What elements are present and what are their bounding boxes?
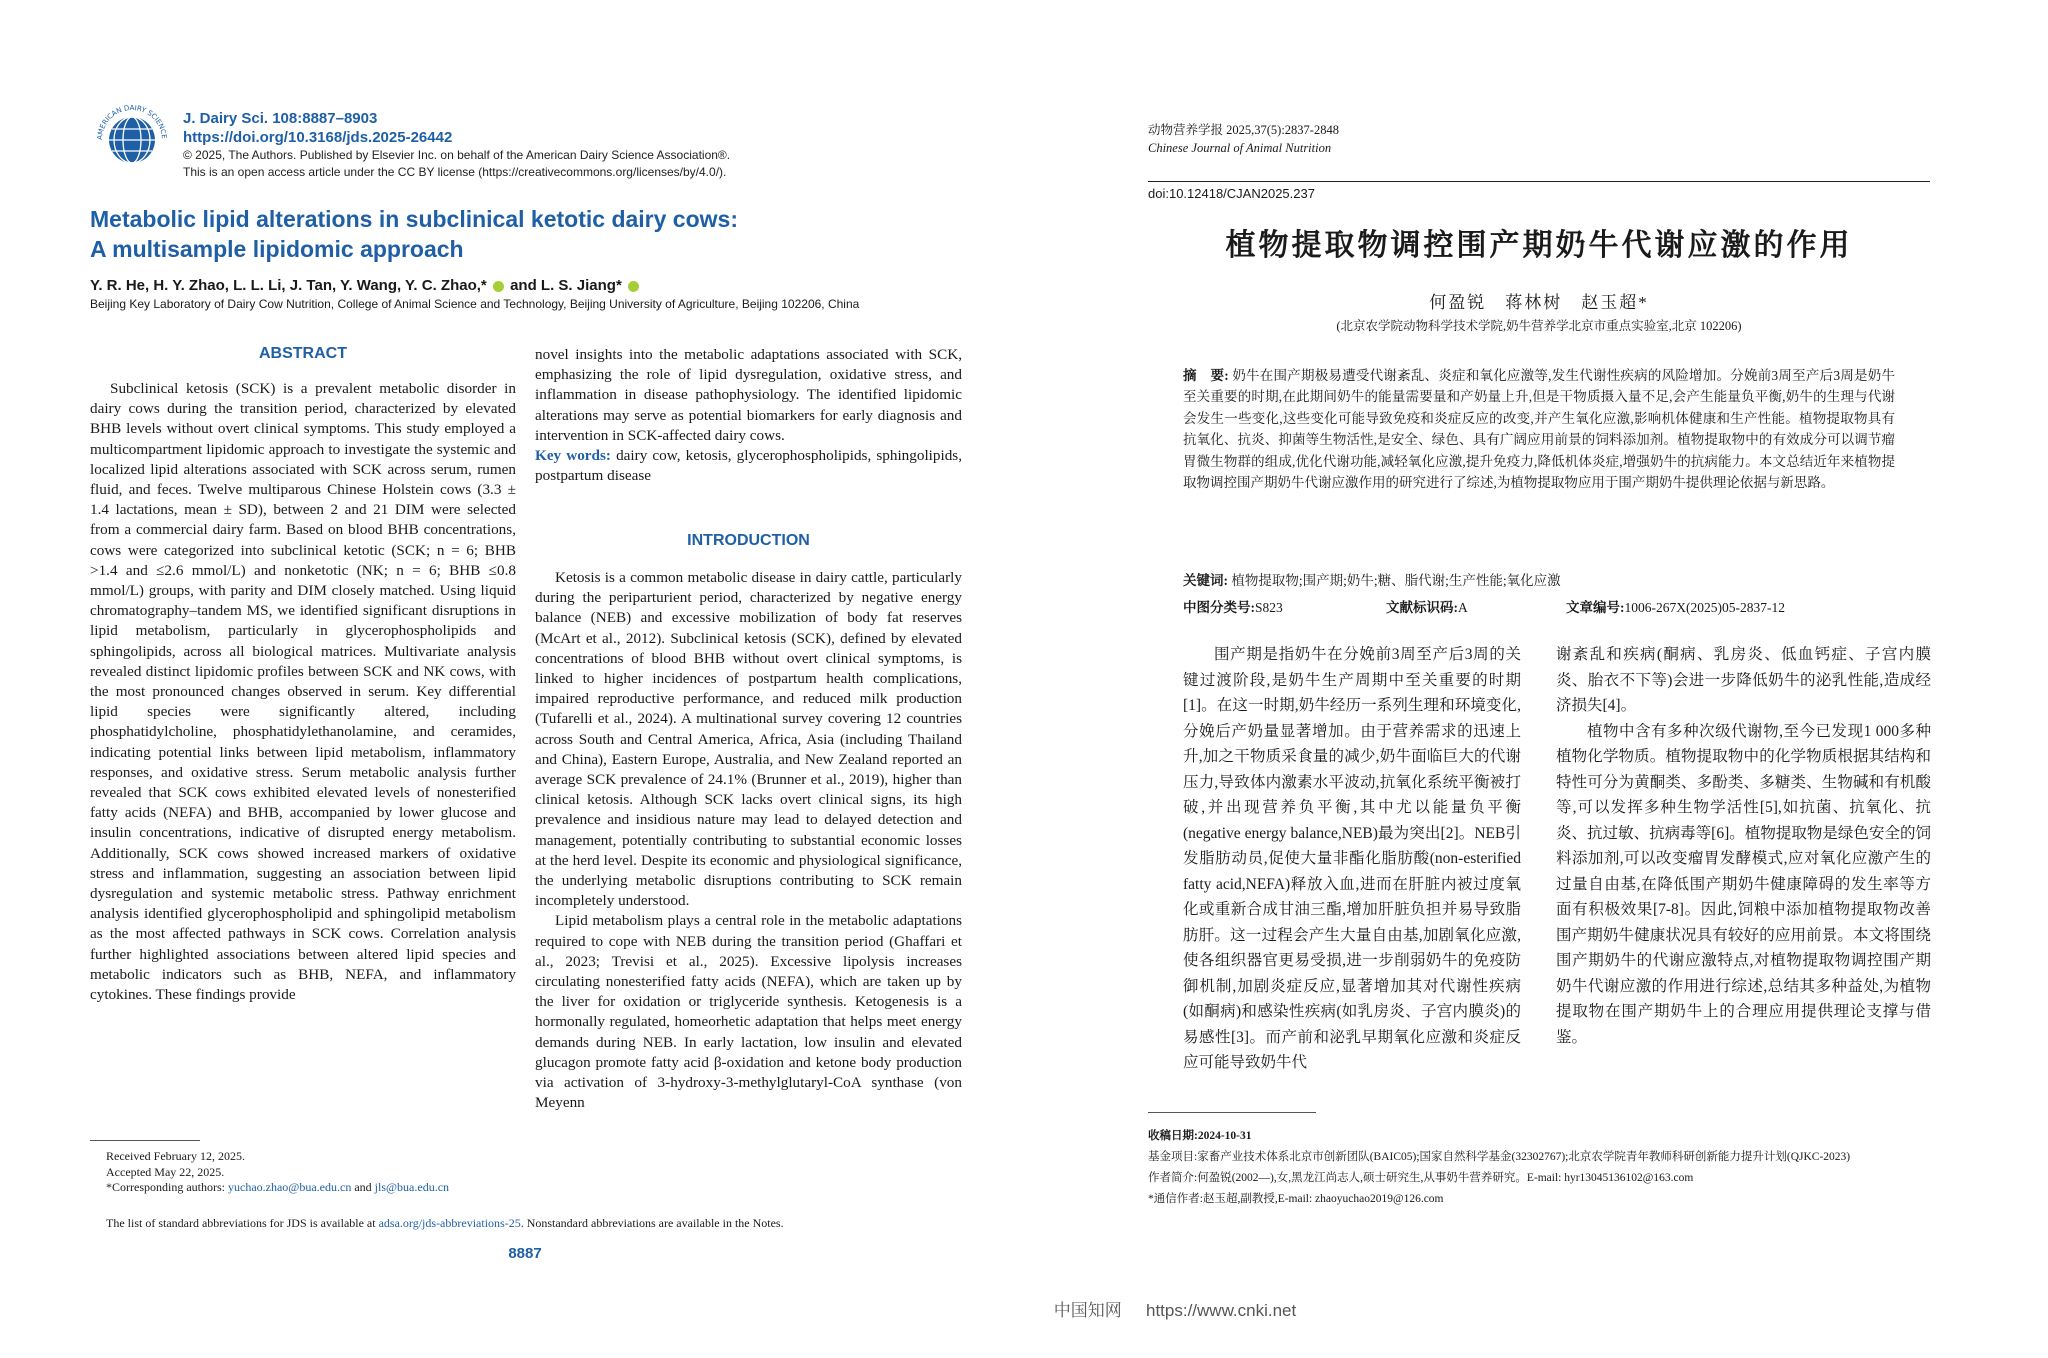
cn-article-title: 植物提取物调控围产期奶牛代谢应激的作用 — [1225, 228, 1853, 263]
introduction-column — [535, 568, 962, 1113]
cn-author-bio: 作者简介:何盈锐(2002—),女,黑龙江尚志人,硕士研究生,从事奶牛营养研究。E-mail: hyr13045136102@163.com — [1148, 1172, 1694, 1184]
adsa-logo — [92, 100, 172, 180]
abstract-column-1 — [90, 379, 516, 1005]
cn-authors: 何盈锐 蒋林树 赵玉超* — [1429, 293, 1649, 312]
page-number: 8887 — [508, 1245, 542, 1262]
keywords-label: Key words: — [535, 447, 611, 465]
cnki-url[interactable]: https://www.cnki.net — [1146, 1301, 1297, 1320]
cn-keywords-text: 植物提取物;围产期;奶牛;糖、脂代谢;生产性能;氧化应激 — [1231, 573, 1561, 588]
title-line-2: A multisample lipidomic approach — [90, 236, 464, 262]
jds-doi-link[interactable]: https://doi.org/10.3168/jds.2025-26442 — [183, 129, 453, 146]
cn-keywords — [1183, 569, 1895, 589]
license-line: This is an open access article under the CC BY license (https://creativecommons.org/licenses/by/4.0/). — [183, 165, 727, 179]
cnki-watermark — [900, 1296, 1450, 1321]
cn-class-number: 中图分类号:S823 — [1183, 600, 1283, 615]
keywords — [535, 446, 962, 486]
keywords-text: dairy cow, ketosis, glycerophospholipids, sphingolipids, postpartum disease — [535, 447, 962, 485]
abstract-text-2: novel insights into the metabolic adaptations associated with SCK, emphasizing the role of lipid dysregulation, oxidative stress, and inflammation in disease pathophysiology. The identified lipidomic alterations may serve as potential biomarkers for early diagnosis and intervention in SCK-affected dairy cows. — [535, 346, 962, 444]
intro-paragraph-2: Lipid metabolism plays a central role in the metabolic adaptations required to cope with NEB during the transition period (Ghaffari et al., 2023; Trevisi et al., 2025). Excessive lipolysis increases circulating nonesterified fatty acids (NEFA), which are taken up by the liver for oxidation or triglyceride synthesis. Ketogenesis is a hormonally regulated, homeorhetic adaptation that helps meet energy demands during NEB. In early lactation, low insulin and elevated glucagon promote fatty acid β-oxidation and ketone body production via activation of 3-hydroxy-3-methylglutaryl-CoA synthase (von Meyenn — [535, 912, 962, 1112]
article-title — [90, 204, 990, 264]
footnote-divider — [90, 1140, 200, 1141]
cnki-name: 中国知网 — [1053, 1301, 1122, 1320]
cn-doi[interactable]: doi:10.12418/CJAN2025.237 — [1148, 186, 1315, 201]
cn-body-column-1 — [1183, 642, 1521, 1076]
cn-funding: 基金项目:家畜产业技术体系北京市创新团队(BAIC05);国家自然科学基金(32302767);北京农学院青年教师科研创新能力提升计划(QJKC-2023) — [1148, 1151, 1851, 1163]
cn-journal-header — [1148, 121, 1748, 157]
cn-abstract-label: 摘 要: — [1183, 368, 1229, 383]
abstract-heading: ABSTRACT — [259, 345, 347, 362]
cn-received: 收稿日期:2024-10-31 — [1148, 1130, 1252, 1142]
abstract-column-2 — [535, 345, 962, 486]
title-line-1: Metabolic lipid alterations in subclinical ketotic dairy cows: — [90, 206, 738, 232]
abbreviation-note — [106, 1216, 1006, 1231]
abbrev-prefix: The list of standard abbreviations for JDS is available at — [106, 1216, 376, 1230]
author-list — [90, 277, 990, 294]
journal-header — [183, 109, 823, 181]
cn-journal-name: 动物营养学报 2025,37(5):2837-2848 — [1148, 123, 1339, 137]
received-date: Received February 12, 2025. — [106, 1149, 245, 1163]
affiliation: Beijing Key Laboratory of Dairy Cow Nutrition, College of Animal Science and Technology, Beijing University of Agriculture, Beijing 102206, China — [90, 297, 860, 311]
orcid-icon[interactable] — [493, 281, 504, 292]
cn-abstract — [1183, 365, 1895, 493]
cn-keywords-label: 关键词: — [1183, 573, 1228, 588]
cn-abstract-text: 奶牛在围产期极易遭受代谢紊乱、炎症和氧化应激等,发生代谢性疾病的风险增加。分娩前3周至产后3周是奶牛至关重要的时期,在此期间奶牛的能量需要量和产奶量上升,但是干物质摄入量不足,会产生能量负平衡,奶牛的生理与代谢会发生一些变化,这些变化可能导致免疫和炎症反应的改变,并产生氧化应激,影响机体健康和生产性能。植物提取物具有抗氧化、抗炎、抑菌等生物活性,是安全、绿色、具有广阔应用前景的饲料添加剂。植物提取物中的有效成分可以调节瘤胃微生物群的组成,优化代谢功能,减轻氧化应激,提升免疫力,降低机体炎症,增强奶牛的抗病能力。本文总结近年来植物提取物调控围产期奶牛代谢应激作用的研究进行了综述,为植物提取物应用于围产期奶牛提供理论依据与新思路。 — [1183, 368, 1896, 491]
accepted-date: Accepted May 22, 2025. — [106, 1164, 225, 1179]
corresponding-authors — [106, 1180, 526, 1196]
cn-footnotes — [1148, 1126, 1930, 1210]
cn-doc-code: 文献标识码:A — [1386, 600, 1468, 615]
email-link-1[interactable]: yuchao.zhao@bua.edu.cn — [228, 1180, 352, 1194]
abbreviations-link[interactable]: adsa.org/jds-abbreviations-25 — [378, 1216, 521, 1230]
authors-last: and L. S. Jiang* — [510, 277, 622, 294]
cn-affiliation: (北京农学院动物科学技术学院,奶牛营养学北京市重点实验室,北京 102206) — [1336, 319, 1742, 333]
cn-body-paragraph-2: 谢紊乱和疾病(酮病、乳房炎、低血钙症、子宫内膜炎、胎衣不下等)会进一步降低奶牛的泌乳性能,造成经济损失[4]。 — [1556, 646, 1931, 714]
cn-body-paragraph-1: 围产期是指奶牛在分娩前3周至产后3周的关键过渡阶段,是奶牛生产周期中至关重要的时期[1]。在这一时期,奶牛经历一系列生理和环境变化,分娩后产奶量显著增加。由于营养需求的迅速上升,加之干物质采食量的减少,奶牛面临巨大的代谢压力,导致体内激素水平波动,抗氧化系统平衡被打破,并出现营养负平衡,其中尤以能量负平衡(negative energy balance,NEB)最为突出[2]。NEB引发脂肪动员,促使大量非酯化脂肪酸(non-esterified fatty acid,NEFA)释放入血,进而在肝脏内被过度氧化或重新合成甘油三酯,增加肝脏负担并易导致脂肪肝。这一过程会产生大量自由基,加剧氧化应激,使各组织器官更易受损,进一步削弱奶牛的免疫防御机制,加剧炎症反应,显著增加其对代谢性疾病(如酮病)和感染性疾病(如乳房炎、子宫内膜炎)的易感性[3]。而产前和泌乳早期氧化应激和炎症反应可能导致奶牛代 — [1183, 646, 1521, 1071]
copyright-line: © 2025, The Authors. Published by Elsevier Inc. on behalf of the American Dairy Science Association®. — [183, 148, 731, 162]
intro-paragraph-1: Ketosis is a common metabolic disease in dairy cattle, particularly during the periparturient period, characterized by negative energy balance (NEB) and excessive mobilization of body fat reserves (McArt et al., 2012). Subclinical ketosis (SCK), defined by elevated concentrations of blood BHB without overt clinical symptoms, is linked to higher incidences of postpartum health complications, impaired reproductive performance, and reduced milk production (Tufarelli et al., 2024). A multinational survey covering 12 countries across South and Central America, Africa, Asia (including Thailand and China), Eastern Europe, Australia, and New Zealand reported an average SCK prevalence of 24.1% (Brunner et al., 2019), higher than clinical ketosis. Although SCK lacks overt clinical signs, its high prevalence and insidious nature may lead to delayed detection and management, potentially contributing to substantial economic losses at the herd level. Despite its economic and physiological significance, the underlying metabolic disruptions contributing to SCK remain incompletely understood. — [535, 569, 962, 910]
email-link-2[interactable]: jls@bua.edu.cn — [374, 1180, 450, 1194]
email-and: and — [354, 1180, 372, 1194]
cn-article-number: 文章编号:1006-267X(2025)05-2837-12 — [1566, 600, 1785, 615]
header-divider — [1148, 181, 1930, 182]
cn-corresponding: *通信作者:赵玉超,副教授,E-mail: zhaoyuchao2019@126.com — [1148, 1193, 1444, 1205]
corresponding-label: *Corresponding authors: — [106, 1180, 225, 1194]
cn-body-paragraph-3: 植物中含有多种次级代谢物,至今已发现1 000多种植物化学物质。植物提取物中的化学物质根据其结构和特性可分为黄酮类、多酚类、多糖类、生物碱和有机酸等,可以发挥多种生物学活性[5],如抗菌、抗氧化、抗炎、抗过敏、抗病毒等[6]。植物提取物是绿色安全的饲料添加剂,可以改变瘤胃发酵模式,应对氧化应激产生的过量自由基,在降低围产期奶牛健康障碍的发生率等方面有积极效果[7-8]。因此,饲粮中添加植物提取物改善围产期奶牛健康状况具有较好的应用前景。本文将围绕围产期奶牛的代谢应激特点,对植物提取物调控围产期奶牛代谢应激的作用进行综述,总结其多种益处,为植物提取物在围产期奶牛上的合理应用提供理论支撑与借鉴。 — [1556, 722, 1931, 1046]
orcid-icon[interactable] — [628, 281, 639, 292]
footnotes — [106, 1149, 526, 1196]
journal-ref: J. Dairy Sci. 108:8887–8903 — [183, 110, 378, 127]
abbrev-suffix: . Nonstandard abbreviations are available in the Notes. — [520, 1216, 784, 1230]
logo-text: AMERICAN DAIRY SCIENCE — [95, 103, 169, 141]
abstract-text-1: Subclinical ketosis (SCK) is a prevalent metabolic disorder in dairy cows during the transition period, characterized by elevated BHB levels without overt clinical symptoms. This study employed a multicompartment lipidomic approach to investigate the systemic and localized lipid alterations associated with SCK across serum, rumen fluid, and feces. Twelve multiparous Chinese Holstein cows (3.3 ± 1.4 lactations, mean ± SD), between 2 and 21 DIM were selected from a commercial dairy farm. Based on blood BHB concentrations, cows were categorized into subclinical ketotic (SCK; n = 6; BHB >1.4 and ≤2.6 mmol/L) and nonketotic (NK; n = 6; BHB ≤0.8 mmol/L) groups, with parity and DIM closely matched. Using liquid chromatography–tandem MS, we identified significant disruptions in lipid metabolism, particularly in glycerophospholipids and sphingolipids, across all biological matrices. Multivariate analysis revealed distinct lipidomic profiles between SCK and NK cows, with the most pronounced changes observed in serum. Key differential lipid species were significantly altered, including phosphatidylcholine, phosphatidylethanolamine, and ceramides, indicating potential links between lipid metabolism, inflammatory responses, and oxidative stress. Serum metabolic analysis further revealed that SCK cows exhibited elevated levels of nonesterified fatty acids (NEFA) and BHB, accompanied by lower glucose and insulin concentrations, indicative of disrupted energy metabolism. Additionally, SCK cows showed increased markers of oxidative stress and inflammation, suggesting an association between lipid dysregulation and systemic metabolic stress. Pathway enrichment analysis identified glycerophospholipid and sphingolipid metabolism as the most affected pathways in SCK cows. Correlation analysis further highlighted associations between altered lipid species and metabolic indicators such as BHB, NEFA, and inflammatory cytokines. These findings provide — [90, 380, 516, 1004]
cn-body-column-2 — [1556, 642, 1931, 1050]
introduction-heading: INTRODUCTION — [687, 532, 810, 549]
cn-journal-en: Chinese Journal of Animal Nutrition — [1148, 141, 1332, 155]
cn-footnote-divider — [1148, 1112, 1316, 1113]
authors: Y. R. He, H. Y. Zhao, L. L. Li, J. Tan, Y. Wang, Y. C. Zhao,* — [90, 277, 487, 294]
